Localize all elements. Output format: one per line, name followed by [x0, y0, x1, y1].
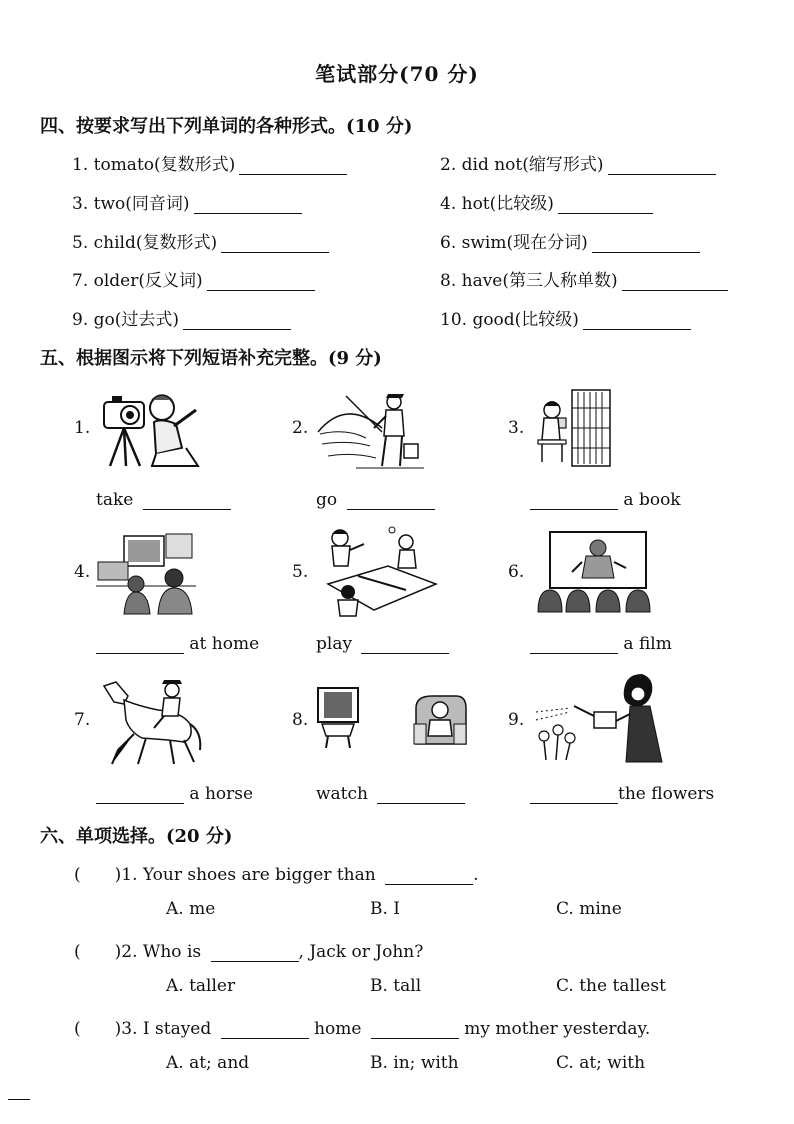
camera-tripod-boy-icon	[100, 388, 205, 468]
answer-blank[interactable]	[183, 311, 291, 330]
answer-blank[interactable]	[385, 866, 473, 885]
answer-blank[interactable]	[608, 156, 716, 175]
q1-option-c[interactable]: C. mine	[556, 899, 622, 919]
s5-phrase-3: a book	[530, 490, 681, 510]
section-6-heading: 六、单项选择。(20 分)	[40, 826, 233, 847]
answer-blank[interactable]	[143, 491, 231, 510]
answer-blank[interactable]	[221, 1020, 309, 1039]
answer-blank[interactable]	[530, 491, 618, 510]
answer-paren[interactable]: ( )	[74, 942, 122, 962]
answer-blank[interactable]	[361, 635, 449, 654]
kid-in-armchair-icon	[412, 694, 468, 748]
boy-riding-horse-icon	[98, 676, 206, 766]
family-watching-tv-icon	[96, 530, 196, 616]
s5-num-2: 2.	[292, 418, 309, 438]
s5-num-3: 3.	[508, 418, 525, 438]
s5-phrase-1: take	[96, 490, 231, 510]
q3-option-c[interactable]: C. at; with	[556, 1053, 646, 1073]
s5-num-1: 1.	[74, 418, 91, 438]
s4-item-9: 9. go(过去式)	[72, 305, 291, 330]
woman-watering-flowers-icon	[530, 672, 680, 766]
s4-item-1: 1. tomato(复数形式)	[72, 150, 347, 175]
s5-phrase-9: the flowers	[530, 784, 714, 804]
question-2: ( )2. Who is , Jack or John?	[74, 942, 424, 962]
page-footer-rule	[8, 1099, 30, 1100]
s4-item-4: 4. hot(比较级)	[440, 189, 653, 214]
s4-item-6: 6. swim(现在分词)	[440, 228, 700, 253]
q1-option-a[interactable]: A. me	[166, 899, 216, 919]
s5-num-7: 7.	[74, 710, 91, 730]
s5-phrase-4: at home	[96, 634, 259, 654]
answer-blank[interactable]	[211, 943, 299, 962]
answer-blank[interactable]	[96, 635, 184, 654]
s5-phrase-8: watch	[316, 784, 465, 804]
s5-phrase-5: play	[316, 634, 449, 654]
s5-num-6: 6.	[508, 562, 525, 582]
s4-item-3: 3. two(同音词)	[72, 189, 302, 214]
question-1: ( )1. Your shoes are bigger than .	[74, 865, 479, 885]
s5-phrase-7: a horse	[96, 784, 253, 804]
q2-option-b[interactable]: B. tall	[370, 976, 422, 996]
s4-item-5: 5. child(复数形式)	[72, 228, 329, 253]
answer-blank[interactable]	[622, 272, 728, 291]
q2-option-c[interactable]: C. the tallest	[556, 976, 666, 996]
answer-blank[interactable]	[583, 311, 691, 330]
page-title: 笔试部分(70 分)	[315, 62, 479, 86]
answer-blank[interactable]	[221, 234, 329, 253]
s5-num-5: 5.	[292, 562, 309, 582]
answer-blank[interactable]	[592, 234, 700, 253]
q3-option-b[interactable]: B. in; with	[370, 1053, 459, 1073]
cinema-screen-icon	[534, 528, 660, 614]
question-3: ( )3. I stayed home my mother yesterday.	[74, 1019, 651, 1039]
answer-paren[interactable]: ( )	[74, 1019, 122, 1039]
s4-item-10: 10. good(比较级)	[440, 305, 691, 330]
q2-option-a[interactable]: A. taller	[166, 976, 236, 996]
answer-blank[interactable]	[347, 491, 435, 510]
answer-blank[interactable]	[530, 785, 618, 804]
answer-blank[interactable]	[194, 195, 302, 214]
tv-icon	[312, 684, 368, 750]
section-4-heading: 四、按要求写出下列单词的各种形式。(10 分)	[40, 116, 413, 137]
section-5-heading: 五、根据图示将下列短语补充完整。(9 分)	[40, 348, 382, 369]
s4-item-8: 8. have(第三人称单数)	[440, 266, 728, 291]
answer-paren[interactable]: ( )	[74, 865, 122, 885]
s5-phrase-2: go	[316, 490, 435, 510]
s5-num-9: 9.	[508, 710, 525, 730]
q3-option-a[interactable]: A. at; and	[166, 1053, 250, 1073]
answer-blank[interactable]	[530, 635, 618, 654]
answer-blank[interactable]	[96, 785, 184, 804]
answer-blank[interactable]	[239, 156, 347, 175]
s4-item-7: 7. older(反义词)	[72, 266, 315, 291]
q1-option-b[interactable]: B. I	[370, 899, 401, 919]
boy-reading-bookshelf-icon	[536, 388, 612, 468]
answer-blank[interactable]	[207, 272, 315, 291]
s5-phrase-6: a film	[530, 634, 672, 654]
answer-blank[interactable]	[377, 785, 465, 804]
s4-item-2: 2. did not(缩写形式)	[440, 150, 716, 175]
table-tennis-icon	[318, 526, 442, 620]
answer-blank[interactable]	[371, 1020, 459, 1039]
s5-num-8: 8.	[292, 710, 309, 730]
answer-blank[interactable]	[558, 195, 653, 214]
fishing-man-icon	[316, 388, 426, 470]
s5-num-4: 4.	[74, 562, 91, 582]
